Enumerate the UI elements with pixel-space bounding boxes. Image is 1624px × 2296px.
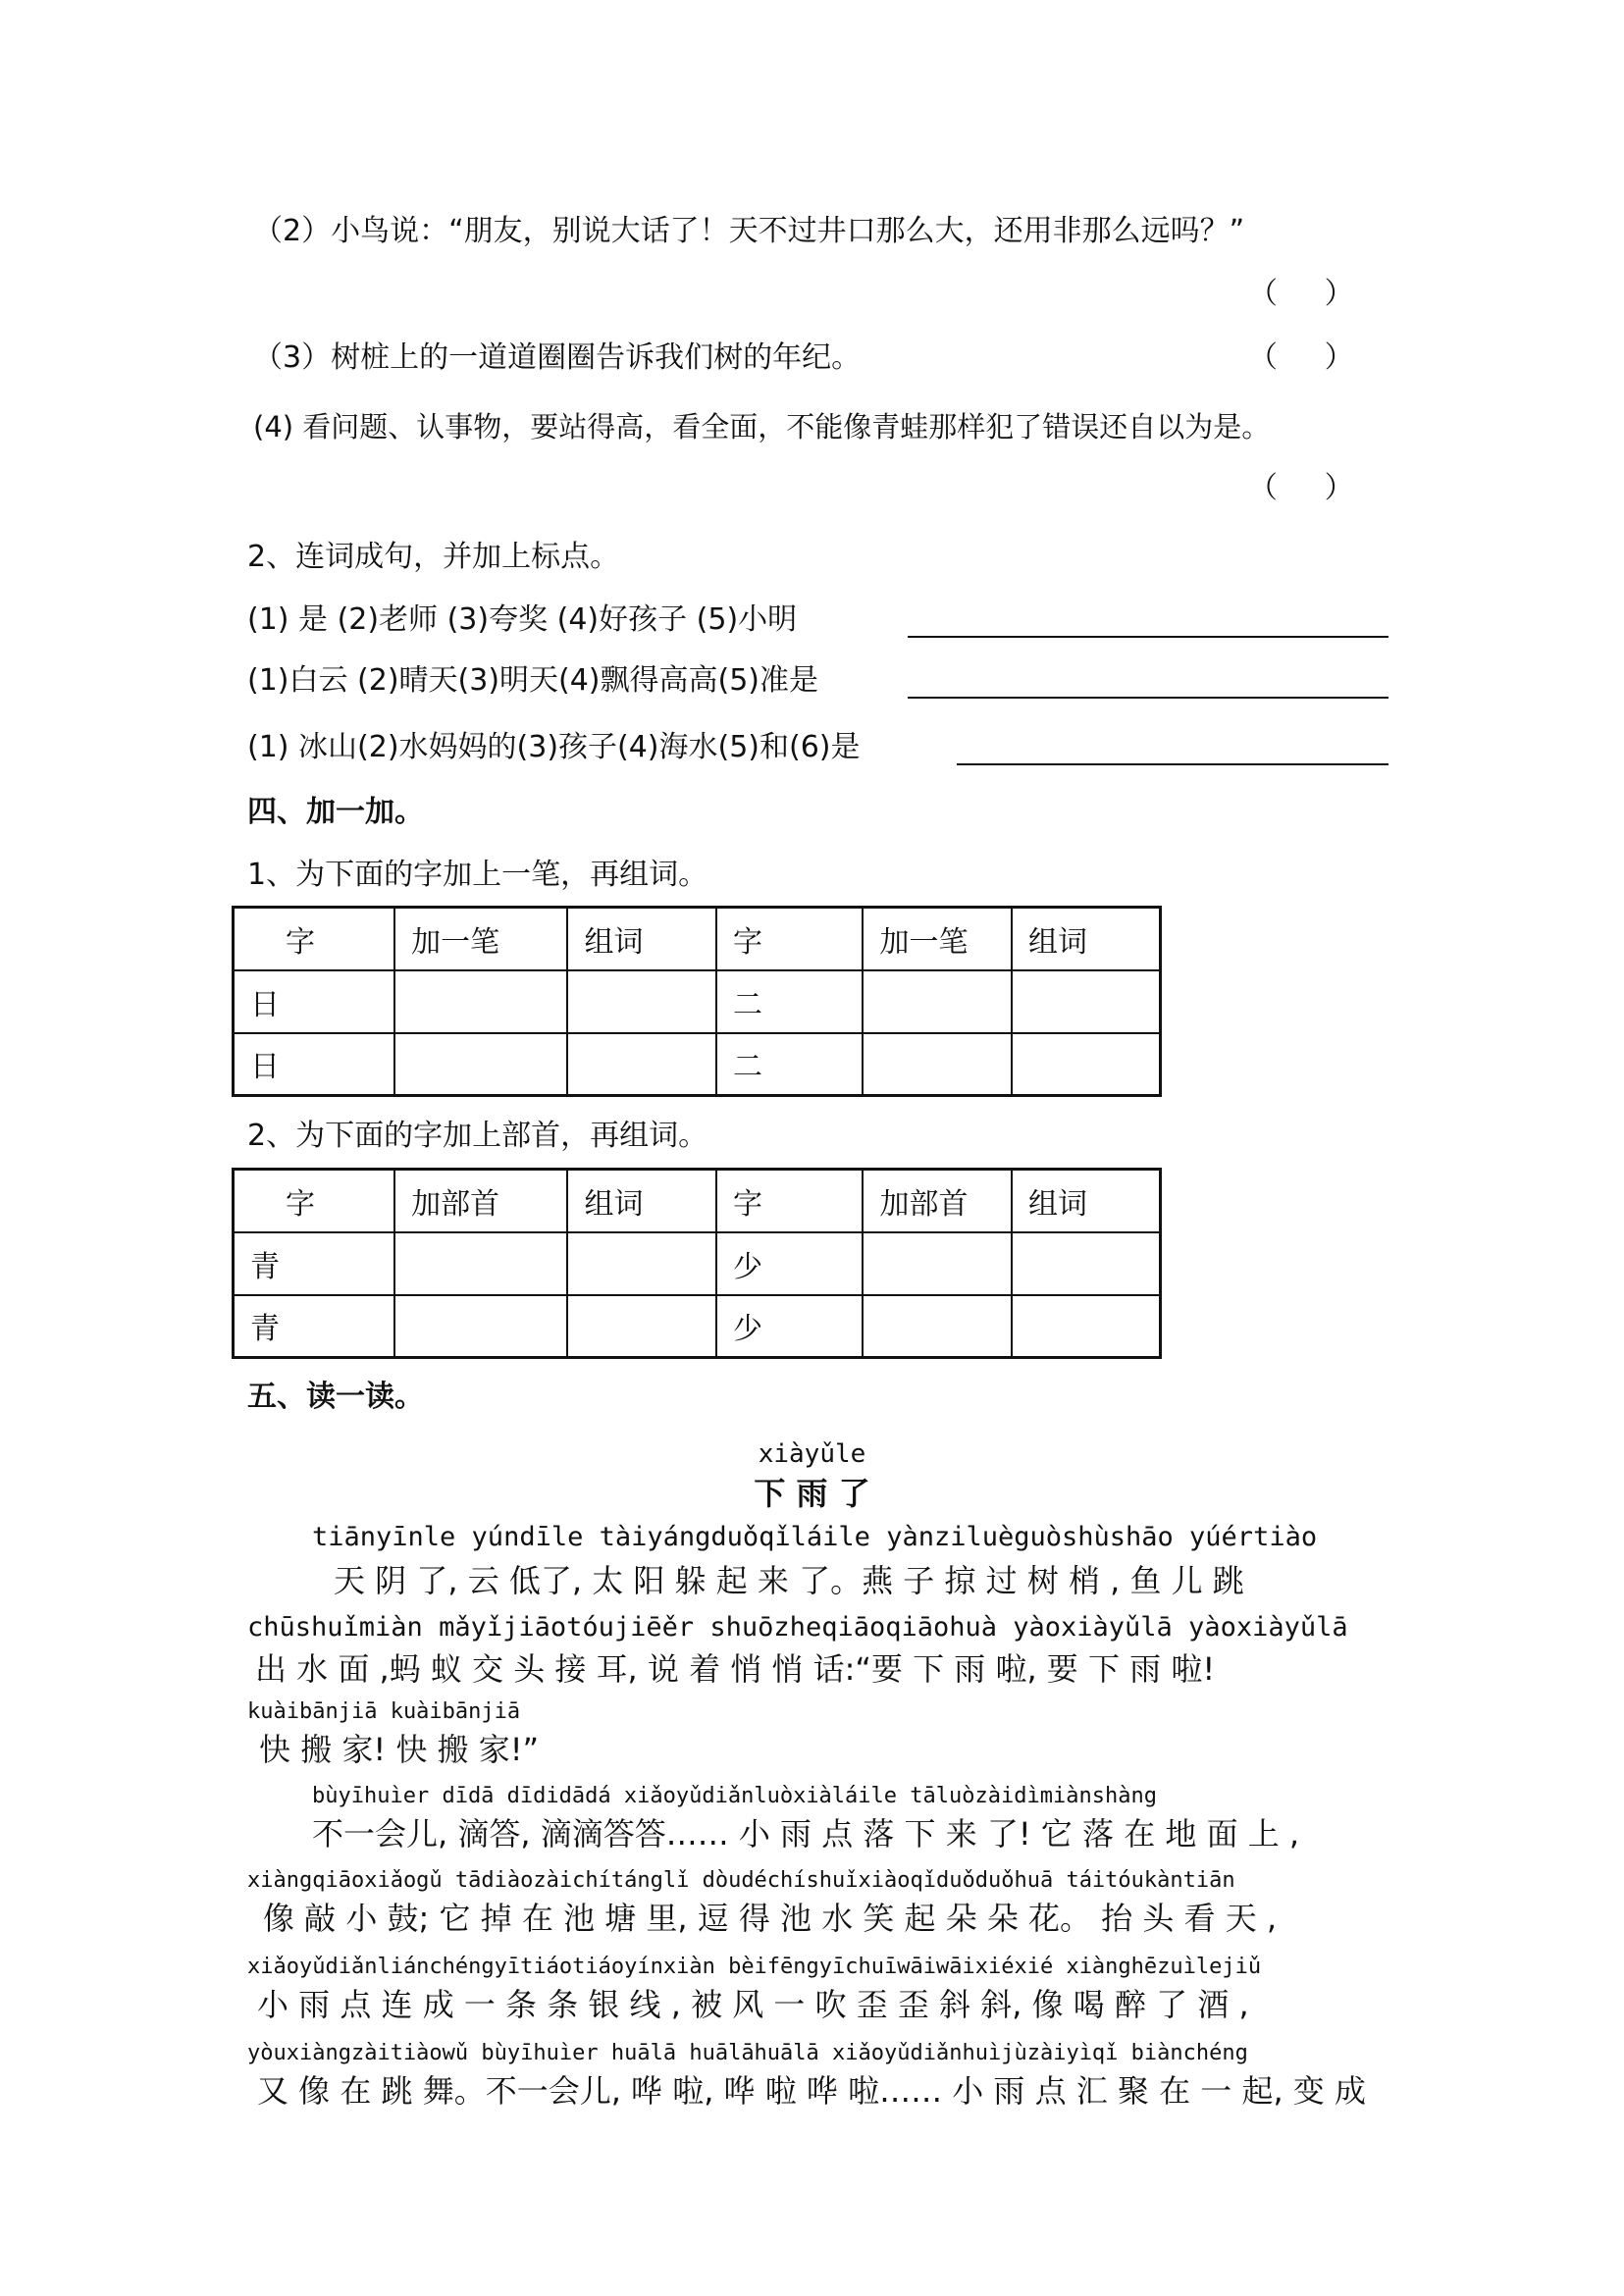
table-header: 字 (234, 908, 395, 970)
connect-row-1: (1) 是 (2)老师 (3)夸奖 (4)好孩子 (5)小明 (247, 602, 798, 637)
judge-item-2: （2）小鸟说：“朋友，别说大话了！天不过井口那么大，还用非那么远吗？” (253, 214, 1245, 248)
connect-row-3: (1) 冰山(2)水妈妈的(3)孩子(4)海水(5)和(6)是 (247, 730, 861, 764)
text-line-7: 又 像 在 跳 舞。不一会儿, 哗 啦, 哗 啦 哗 啦…… 小 雨 点 汇 聚 在 一 起, 变 成 (257, 2072, 1366, 2110)
pinyin-line-2: chūshuǐmiàn mǎyǐjiāotóujiēěr shuōzheqiāoqiāohuà yàoxiàyǔlā yàoxiàyǔlā (247, 1612, 1348, 1643)
answer-cell[interactable] (394, 1033, 567, 1096)
table-header: 加部首 (394, 1170, 567, 1232)
answer-cell[interactable] (567, 1033, 715, 1096)
answer-line-3[interactable] (957, 763, 1388, 765)
answer-paren-2[interactable]: （ ） (1248, 277, 1354, 311)
connect-title: 2、连词成句，并加上标点。 (247, 540, 620, 574)
section-4-sub1: 1、为下面的字加上一笔，再组词。 (247, 858, 708, 892)
answer-cell[interactable] (567, 970, 715, 1033)
pinyin-line-6: xiǎoyǔdiǎnliánchéngyītiáotiáoyínxiàn bèifēngyīchuīwāiwāixiéxié xiànghēzuìlejiǔ (247, 1955, 1262, 1979)
section-4-sub2: 2、为下面的字加上部首，再组词。 (247, 1119, 708, 1153)
table-header: 组词 (1012, 908, 1161, 970)
table-row (234, 1033, 1161, 1096)
connect-row-2: (1)白云 (2)晴天(3)明天(4)飘得高高(5)准是 (247, 663, 819, 698)
answer-cell[interactable] (1012, 1295, 1161, 1358)
table-header: 组词 (567, 908, 715, 970)
text-line-3: 快 搬 家! 快 搬 家!” (259, 1731, 540, 1768)
passage-title: 下 雨 了 (754, 1475, 870, 1512)
judge-item-4: (4) 看问题、认事物，要站得高，看全面，不能像青蛙那样犯了错误还自以为是。 (253, 410, 1271, 444)
table-header: 加一笔 (863, 908, 1011, 970)
answer-cell[interactable] (394, 1232, 567, 1295)
text-line-2: 出 水 面 ,蚂 蚁 交 头 接 耳, 说 着 悄 悄 话:“要 下 雨 啦, 要 下 雨 啦! (255, 1650, 1216, 1688)
section-5-heading: 五、读一读。 (247, 1380, 424, 1414)
add-stroke-table (232, 906, 1162, 1097)
table-header: 字 (234, 1170, 395, 1232)
table-cell: 日 (234, 1033, 395, 1096)
answer-cell[interactable] (394, 970, 567, 1033)
table-cell: 二 (716, 1033, 864, 1096)
table-header: 加部首 (863, 1170, 1011, 1232)
text-line-1: 天 阴 了, 云 低了, 太 阳 躲 起 来 了。燕 子 掠 过 树 梢 , 鱼 儿 跳 (334, 1562, 1244, 1599)
answer-cell[interactable] (863, 1033, 1011, 1096)
answer-line-1[interactable] (908, 636, 1388, 638)
answer-cell[interactable] (863, 970, 1011, 1033)
table-cell: 少 (716, 1295, 864, 1358)
table-header-row (234, 1170, 1161, 1232)
text-line-5: 像 敲 小 鼓; 它 掉 在 池 塘 里, 逗 得 池 水 笑 起 朵 朵 花。 抬 头 看 天 , (263, 1900, 1278, 1937)
add-radical-table (232, 1168, 1162, 1359)
answer-cell[interactable] (394, 1295, 567, 1358)
table-cell: 二 (716, 970, 864, 1033)
table-header-row (234, 908, 1161, 970)
answer-cell[interactable] (863, 1232, 1011, 1295)
pinyin-line-4: bùyīhuìer dīdā dīdidādá xiǎoyǔdiǎnluòxiàláile tāluòzàidìmiànshàng (312, 1784, 1157, 1808)
table-header: 组词 (1012, 1170, 1161, 1232)
table-header: 加一笔 (394, 908, 567, 970)
table-row (234, 1232, 1161, 1295)
answer-cell[interactable] (1012, 970, 1161, 1033)
table-cell: 青 (234, 1232, 395, 1295)
table-row (234, 1295, 1161, 1358)
pinyin-line-5: xiàngqiāoxiǎogǔ tādiàozàichítánglǐ dòudéchíshuǐxiàoqǐduǒduǒhuā táitóukàntiān (247, 1868, 1235, 1893)
answer-cell[interactable] (567, 1295, 715, 1358)
judge-item-3: （3）树桩上的一道道圈圈告诉我们树的年纪。 (253, 340, 862, 375)
pinyin-line-3: kuàibānjiā kuàibānjiā (247, 1699, 521, 1724)
text-line-6: 小 雨 点 连 成 一 条 条 银 线 , 被 风 一 吹 歪 歪 斜 斜, 像 喝 醉 了 酒 , (257, 1986, 1249, 2023)
answer-cell[interactable] (863, 1295, 1011, 1358)
passage-title-pinyin: xiàyǔle (758, 1439, 866, 1469)
table-header: 字 (716, 908, 864, 970)
pinyin-line-1: tiānyīnle yúndīle tàiyángduǒqǐláile yànziluèguòshùshāo yúértiào (312, 1522, 1318, 1552)
table-row (234, 970, 1161, 1033)
table-cell: 日 (234, 970, 395, 1033)
pinyin-line-7: yòuxiàngzàitiàowǔ bùyīhuìer huālā huālāhuālā xiǎoyǔdiǎnhuìjùzàiyìqǐ biànchéng (247, 2041, 1248, 2065)
text-line-4: 不一会儿, 滴答, 滴滴答答…… 小 雨 点 落 下 来 了! 它 落 在 地 面 上 , (312, 1815, 1300, 1852)
answer-cell[interactable] (1012, 1033, 1161, 1096)
table-header: 字 (716, 1170, 864, 1232)
table-cell: 青 (234, 1295, 395, 1358)
answer-paren-3[interactable]: （ ） (1248, 340, 1354, 375)
answer-line-2[interactable] (908, 697, 1388, 699)
answer-cell[interactable] (567, 1232, 715, 1295)
answer-paren-4[interactable]: （ ） (1248, 471, 1354, 505)
section-4-heading: 四、加一加。 (247, 795, 424, 829)
table-cell: 少 (716, 1232, 864, 1295)
table-header: 组词 (567, 1170, 715, 1232)
answer-cell[interactable] (1012, 1232, 1161, 1295)
